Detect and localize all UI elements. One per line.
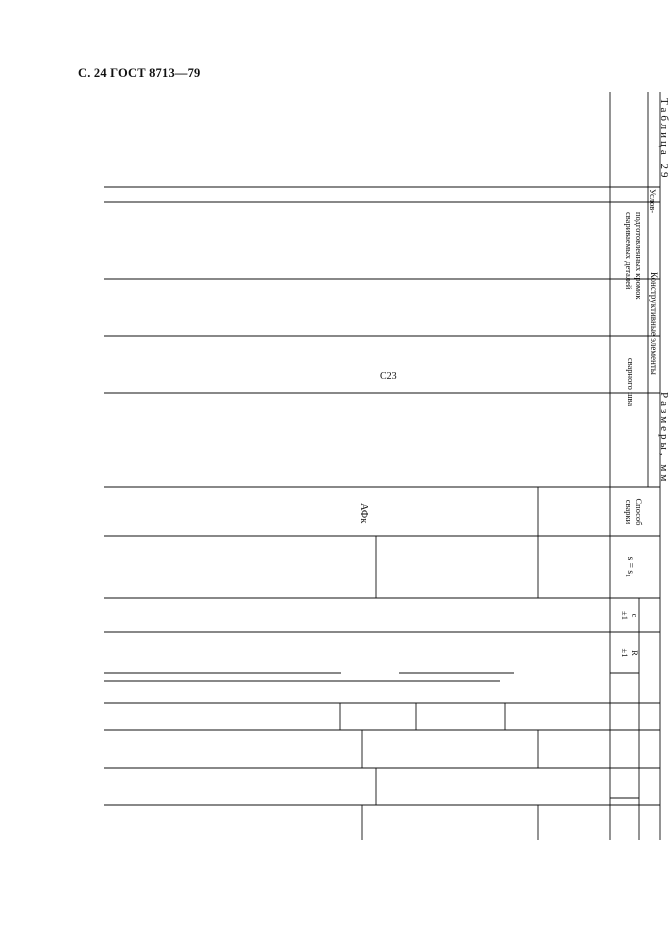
method-line-2: сварки bbox=[624, 499, 634, 525]
method-header bbox=[624, 488, 644, 536]
r-line-1: R bbox=[630, 650, 640, 656]
c-line-1: c bbox=[630, 613, 640, 618]
designation-header bbox=[648, 189, 658, 214]
sizes-caption: Размеры, мм bbox=[658, 392, 670, 485]
weld-seam-header: сварного шва bbox=[626, 357, 636, 407]
prepared-edges-line-1: подготовленных кромок bbox=[634, 212, 644, 300]
c-header bbox=[620, 599, 640, 632]
rotated-table-sheet bbox=[104, 92, 670, 840]
s-s1-header: s = s₁ bbox=[625, 556, 635, 578]
joint-code: С23 bbox=[380, 371, 397, 382]
prepared-edges-line-2: свариваемых деталей bbox=[624, 212, 634, 290]
r-header bbox=[620, 633, 640, 673]
r-line-2: ±1 bbox=[620, 648, 630, 658]
welding-method-value: АФк bbox=[358, 503, 369, 524]
table-grid bbox=[104, 92, 660, 840]
method-line-1: Способ bbox=[634, 498, 644, 526]
page-header: С. 24 ГОСТ 8713—79 bbox=[78, 66, 201, 80]
designation-line: Услов- bbox=[648, 189, 658, 214]
structural-elements-header: Конструктивные элементы bbox=[649, 272, 659, 375]
table-caption: Таблица 29 bbox=[658, 98, 670, 181]
prepared-edges-header bbox=[624, 212, 644, 300]
c-line-2: ±1 bbox=[620, 611, 630, 620]
